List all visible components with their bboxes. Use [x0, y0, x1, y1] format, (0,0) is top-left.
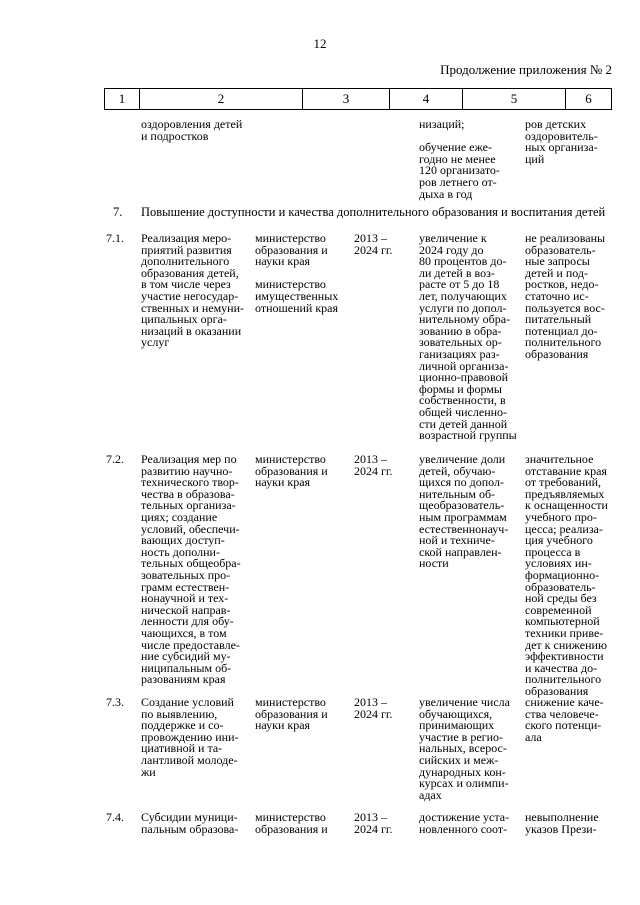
col-header-3: 3 — [303, 89, 390, 110]
col-header-1: 1 — [105, 89, 140, 110]
row-7-4-consequence: невыполнение указов Прези- — [525, 810, 599, 836]
row-7-4-period: 2013 – 2024 гг. — [354, 810, 393, 836]
row-7-2-executor: министерство образования и науки края — [255, 452, 328, 490]
row-7-2-consequence: значительное отставание края от требований, предъявляемых к оснащенности учебного про- цесса; реализа- ция учебного процесса в условиях ин- формационно- образователь- ной среды без современной компьютерной техники приве- дет к снижению эффективности и качества до- полнительного образования — [525, 452, 608, 698]
col-header-2: 2 — [140, 89, 303, 110]
row-7-1-result: увеличение к 2024 году до 80 процентов до- ли детей в воз- расте от 5 до 18 лет, получающих услуги по допол- нительному обра- зованию в обра- зовательных ор- ганизациях раз- личной организа- ционно-правовой формы и формы собственности, в общей численно- сти детей данной возрастной группы — [419, 231, 517, 443]
row-7-1-measure: Реализация меро- приятий развития дополнительного образования детей, в том числе через участие негосудар- ственных и немуни- ципальных орга- низаций в оказании услуг — [141, 231, 245, 350]
row-7-4-result: достижение уста- новленного соот- — [419, 810, 510, 836]
col-header-6: 6 — [566, 89, 612, 110]
row-7-1-period: 2013 – 2024 гг. — [354, 231, 393, 257]
row-7-3-number: 7.3. — [106, 695, 124, 709]
col-header-5: 5 — [463, 89, 566, 110]
cont-cell-6: ров детских оздоровитель- ных организа- ций — [525, 117, 598, 166]
row-7-3-consequence: снижение каче- ства человече- ского потенци- ала — [525, 695, 604, 744]
row-7-3-executor: министерство образования и науки края — [255, 695, 328, 733]
row-7-4-number: 7.4. — [106, 810, 124, 824]
col-header-4: 4 — [390, 89, 463, 110]
row-7-2-measure: Реализация мер по развитию научно- технического твор- чества в образова- тельных организа- циях; создание условий, обеспечи- вающих доступ- ность дополни- тельных общеобра- зовательных про- грамм естествен- нонаучной и тех- нической направ- ленности для обу- чающихся, в том числе предоставле- ние субсидий му- ниципальным об- разованиям края — [141, 452, 241, 687]
row-7-1-number: 7.1. — [106, 231, 124, 245]
page-number: 12 — [313, 36, 327, 51]
cont-cell-2: оздоровления детей и подростков — [141, 117, 243, 143]
continuation-label: Продолжение приложения № 2 — [440, 62, 612, 77]
row-7-2-result: увеличение доли детей, обучаю- щихся по допол- нительным об- щеобразователь- ным программам естественнонауч- ной и техниче- ской направлен- ности — [419, 452, 509, 571]
row-7-3-measure: Создание условий по выявлению, поддержке и со- провождению ини- циативной и та- лантливой молоде- жи — [141, 695, 239, 779]
row-7-1-consequence: не реализованы образователь- ные запросы детей и под- ростков, недо- статочно ис- пользуется вос- питательный потенциал до- полнительного образования — [525, 231, 606, 361]
row-7-4-executor: министерство образования и — [255, 810, 328, 836]
cont-cell-5: низаций; обучение еже- годно не менее 120 организато- ров летнего от- дыха в год — [419, 117, 500, 201]
column-header-table — [104, 88, 612, 110]
row-7-3-result: увеличение числа обучающихся, принимающих участие в регио- нальных, всерос- сийских и меж- дународных кон- курсах и олимпи- адах — [419, 695, 510, 802]
section-title: Повышение доступности и качества дополнительного образования и воспитания детей — [141, 205, 606, 219]
row-7-3-period: 2013 – 2024 гг. — [354, 695, 393, 721]
section-number: 7. — [113, 205, 123, 219]
row-7-2-period: 2013 – 2024 гг. — [354, 452, 393, 478]
row-7-4-measure: Субсидии муници- пальным образова- — [141, 810, 239, 836]
row-7-1-executor: министерство образования и науки края министерство имущественных отношений края — [255, 231, 339, 315]
row-7-2-number: 7.2. — [106, 452, 124, 466]
